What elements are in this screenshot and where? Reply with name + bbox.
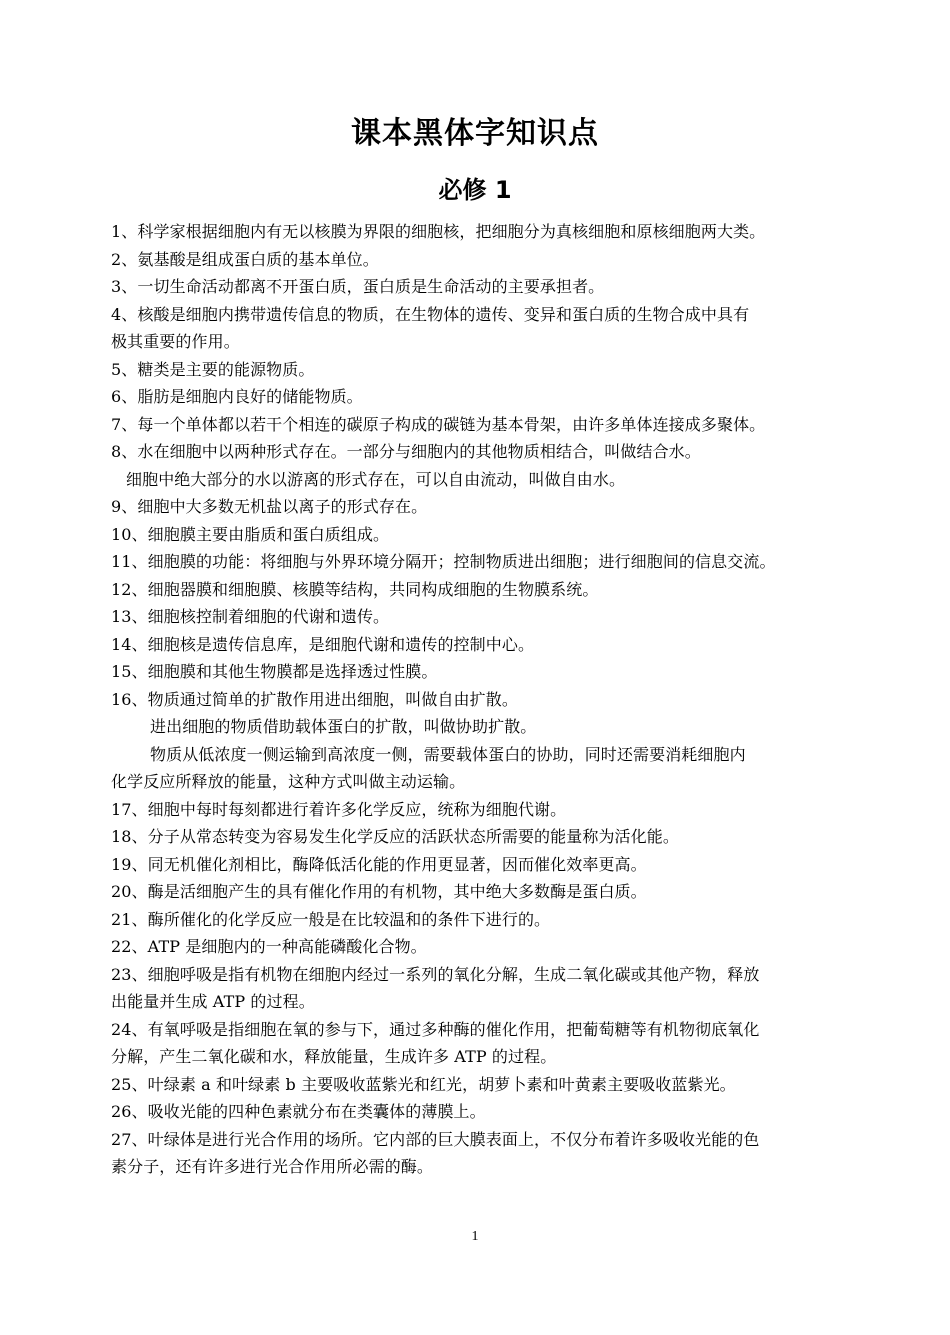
list-item: 1、科学家根据细胞内有无以核膜为界限的细胞核，把细胞分为真核细胞和原核细胞两大类。 [111,222,766,241]
list-item: 19、同无机催化剂相比，酶降低活化能的作用更显著，因而催化效率更高。 [111,854,647,874]
list-item: 25、叶绿素 a 和叶绿素 b 主要吸收蓝紫光和红光，胡萝卜素和叶黄素主要吸收蓝紫光。 [111,1074,736,1094]
list-item: 9、细胞中大多数无机盐以离子的形式存在。 [111,497,428,516]
list-item: 24、有氧呼吸是指细胞在氧的参与下，通过多种酶的催化作用，把葡萄糖等有机物彻底氧化 [111,1019,760,1039]
list-item: 5、糖类是主要的能源物质。 [111,359,315,379]
list-item-continuation: 极其重要的作用。 [111,332,240,351]
list-item: 14、细胞核是遗传信息库，是细胞代谢和遗传的控制中心。 [111,634,535,654]
list-item-continuation: 化学反应所释放的能量，这种方式叫做主动运输。 [111,772,466,791]
list-item: 11、细胞膜的功能：将细胞与外界环境分隔开；控制物质进出细胞；进行细胞间的信息交流。 [111,552,776,571]
list-item: 22、ATP 是细胞内的一种高能磷酸化合物。 [111,937,427,956]
list-item-continuation: 素分子，还有许多进行光合作用所必需的酶。 [111,1157,434,1176]
knowledge-list [111,218,851,1181]
section-subtitle: 必修 1 [438,176,512,204]
list-item: 26、吸收光能的四种色素就分布在类囊体的薄膜上。 [111,1102,486,1121]
list-item-continuation: 进出细胞的物质借助载体蛋白的扩散，叫做协助扩散。 [150,717,537,736]
list-item: 2、氨基酸是组成蛋白质的基本单位。 [111,249,379,269]
list-item: 6、脂肪是细胞内良好的储能物质。 [111,387,363,406]
page-number: 1 [471,1229,479,1244]
list-item: 8、水在细胞中以两种形式存在。一部分与细胞内的其他物质相结合，叫做结合水。 [111,442,701,461]
list-item: 21、酶所催化的化学反应一般是在比较温和的条件下进行的。 [111,909,551,929]
list-item: 27、叶绿体是进行光合作用的场所。它内部的巨大膜表面上，不仅分布着许多吸收光能的色 [111,1129,760,1149]
list-item: 20、酶是活细胞产生的具有催化作用的有机物，其中绝大多数酶是蛋白质。 [111,882,647,901]
list-item: 4、核酸是细胞内携带遗传信息的物质，在生物体的遗传、变异和蛋白质的生物合成中具有 [111,304,750,324]
list-item: 10、细胞膜主要由脂质和蛋白质组成。 [111,524,390,544]
list-item: 16、物质通过简单的扩散作用进出细胞，叫做自由扩散。 [111,689,518,709]
list-item: 17、细胞中每时每刻都进行着许多化学反应，统称为细胞代谢。 [111,799,567,819]
list-item: 18、分子从常态转变为容易发生化学反应的活跃状态所需要的能量称为活化能。 [111,827,679,846]
list-item-continuation: 出能量并生成 ATP 的过程。 [111,992,315,1011]
list-item: 13、细胞核控制着细胞的代谢和遗传。 [111,607,390,626]
list-item: 23、细胞呼吸是指有机物在细胞内经过一系列的氧化分解，生成二氧化碳或其他产物，释放 [111,964,760,984]
list-item: 12、细胞器膜和细胞膜、核膜等结构，共同构成细胞的生物膜系统。 [111,579,599,599]
list-item: 3、一切生命活动都离不开蛋白质，蛋白质是生命活动的主要承担者。 [111,277,605,296]
list-item: 15、细胞膜和其他生物膜都是选择透过性膜。 [111,662,438,681]
list-item-continuation: 细胞中绝大部分的水以游离的形式存在，可以自由流动，叫做自由水。 [126,469,626,489]
list-item-continuation: 分解，产生二氧化碳和水，释放能量，生成许多 ATP 的过程。 [111,1047,557,1066]
list-item-continuation: 物质从低浓度一侧运输到高浓度一侧，需要载体蛋白的协助，同时还需要消耗细胞内 [150,744,746,764]
page-title: 课本黑体字知识点 [351,116,599,151]
list-item: 7、每一个单体都以若干个相连的碳原子构成的碳链为基本骨架，由许多单体连接成多聚体。 [111,414,766,434]
